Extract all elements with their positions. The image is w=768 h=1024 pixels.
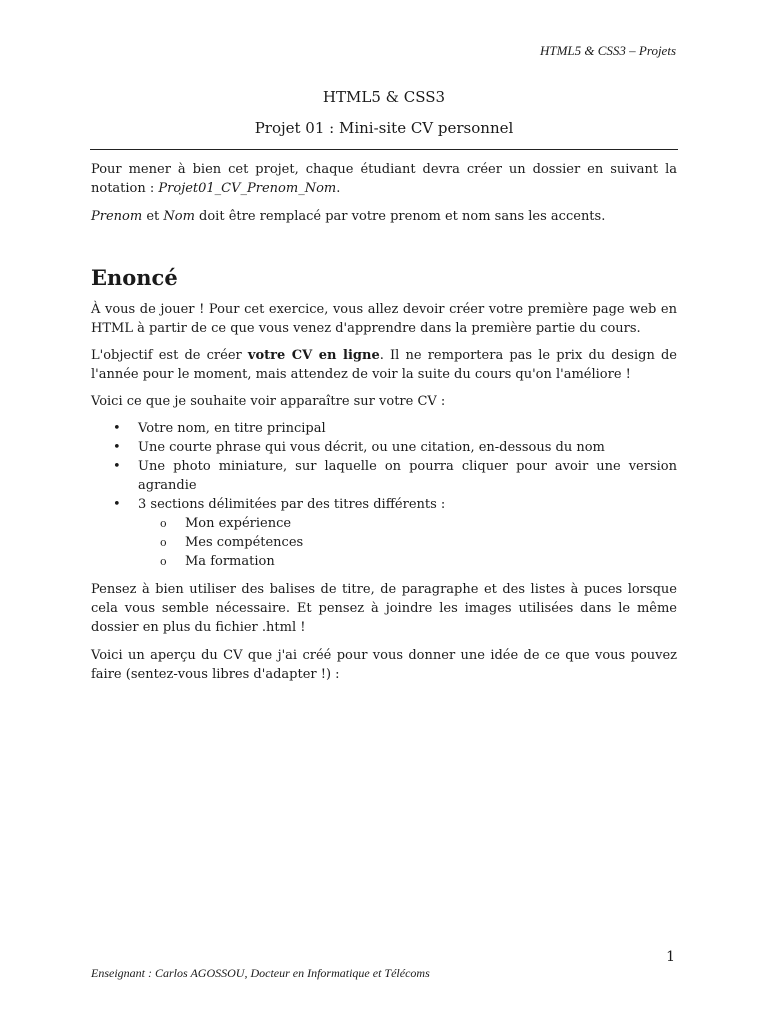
intro-paragraph-2: [91, 207, 677, 226]
folder-naming: Projet01_CV_Prenom_Nom: [158, 181, 337, 196]
section-paragraph-4: Pensez à bien utiliser des balises de titre, de paragraphe et des listes à puces lorsque cela vous semble nécessaire. Et pensez à joindre les images utilisées dans le même dossier en plus du fichier .html !: [91, 582, 677, 635]
section-paragraph-3: Voici ce que je souhaite voir apparaître sur votre CV :: [91, 394, 446, 409]
objective-start: L'objectif est de créer: [91, 348, 248, 363]
intro-paragraph-1: [91, 160, 677, 198]
page-number: 1: [666, 949, 675, 965]
bullet-icon: •: [113, 440, 121, 455]
circle-bullet-icon: o: [160, 517, 167, 530]
list-item: [91, 457, 677, 495]
bullet-icon: •: [113, 459, 121, 474]
objective-bold: votre CV en ligne: [247, 348, 380, 363]
list-item: [91, 438, 677, 457]
sublist-item: [138, 533, 677, 552]
list-item: [91, 419, 677, 438]
section-paragraph-1: À vous de jouer ! Pour cet exercice, vous allez devoir créer votre première page web en HTML à partir de ce que vous venez d'apprendre dans la première partie du cours.: [91, 302, 677, 336]
nom-word: Nom: [163, 209, 195, 224]
list-item-text: Une photo miniature, sur laquelle on pourra cliquer pour avoir une version agrandie: [138, 459, 677, 493]
sublist-item-text: Mes compétences: [185, 535, 304, 550]
section-heading: Enoncé: [91, 265, 178, 290]
bullet-icon: •: [113, 497, 121, 512]
list-item: [91, 495, 677, 571]
circle-bullet-icon: o: [160, 555, 167, 568]
list-item-text: Votre nom, en titre principal: [138, 421, 326, 436]
section-paragraph-2: [91, 346, 677, 384]
prenom-word: Prenom: [91, 209, 143, 224]
objective-end: . Il ne remportera pas le prix du design de l'année pour le moment, mais attendez de voir la suite du cours qu'on l'améliore !: [91, 348, 677, 382]
bullet-icon: •: [113, 421, 121, 436]
sublist-item-text: Mon expérience: [185, 516, 292, 531]
intro-end: .: [336, 181, 341, 196]
document-title: HTML5 & CSS3: [322, 88, 446, 106]
circle-bullet-icon: o: [160, 536, 167, 549]
page-footer: Enseignant : Carlos AGOSSOU, Docteur en Informatique et Télécoms: [91, 966, 430, 980]
list-item-text: Une courte phrase qui vous décrit, ou une citation, en-dessous du nom: [138, 440, 605, 455]
sublist-item: [138, 552, 677, 571]
intro-block: [91, 160, 677, 226]
title-divider: [90, 149, 678, 150]
sublist-item: [138, 514, 677, 533]
intro-2-end: doit être remplacé par votre prenom et nom sans les accents.: [194, 209, 606, 224]
sublist-item-text: Ma formation: [185, 554, 275, 569]
intro-text: Pour mener à bien cet projet, chaque étudiant devra créer un dossier en suivant la notation :: [91, 162, 677, 196]
and-word: et: [142, 209, 164, 224]
requirements-list: [91, 419, 677, 571]
running-header: HTML5 & CSS3 – Projets: [539, 43, 676, 58]
sections-sublist: [138, 514, 677, 571]
list-item-text: 3 sections délimitées par des titres différents :: [138, 497, 446, 512]
section-paragraph-5: Voici un aperçu du CV que j'ai créé pour vous donner une idée de ce que vous pouvez faire (sentez-vous libres d'adapter !) :: [91, 648, 677, 682]
project-title: Projet 01 : Mini-site CV personnel: [254, 119, 514, 137]
section-body: [91, 300, 677, 684]
